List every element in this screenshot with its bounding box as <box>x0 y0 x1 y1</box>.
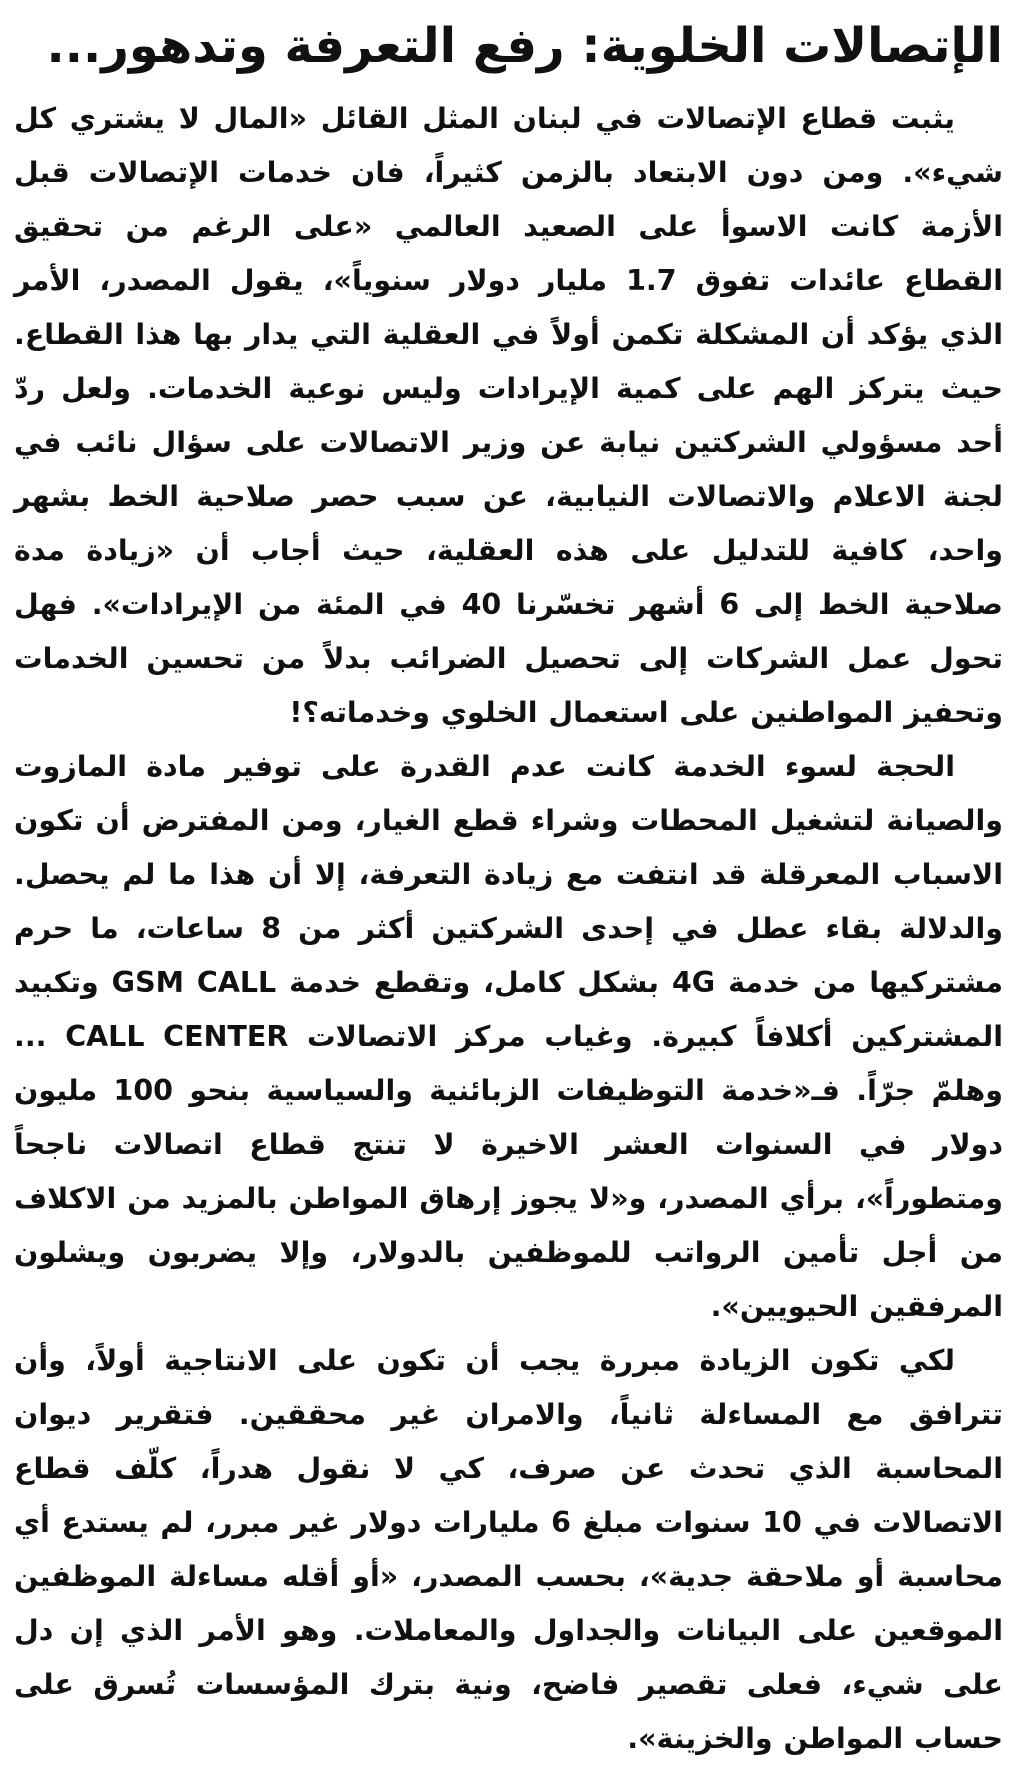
article-paragraph-2: الحجة لسوء الخدمة كانت عدم القدرة على توفير مادة المازوت والصيانة لتشغيل المحطات وشراء قطع الغيار، ومن المفترض أن تكون الاسباب المعرقلة قد انتفت مع زيادة التعرفة، إلا أن هذا ما لم يحصل. والدلالة بقاء عطل في إحدى الشركتين أكثر من 8 ساعات، ما حرم مشتركيها من خدمة 4G بشكل كامل، وتقطع خدمة GSM CALL وتكبيد المشتركين أكلافاً كبيرة. وغياب مركز الاتصالات CALL CENTER ... وهلمّ جرّاً. فـ«خدمة التوظيفات الزبائنية والسياسية بنحو 100 مليون دولار في السنوات العشر الاخيرة لا تنتج قطاع اتصالات ناجحاً ومتطوراً»، برأي المصدر، و«لا يجوز إرهاق المواطن بالمزيد من الاكلاف من أجل تأمين الرواتب للموظفين بالدولار، وإلا يضربون ويشلون المرفقين الحيويين». <box>14 750 1004 1323</box>
article-headline: الإتصالات الخلوية: رفع التعرفة وتدهور... <box>46 18 1003 74</box>
article-paragraph-1: يثبت قطاع الإتصالات في لبنان المثل القائل «المال لا يشتري كل شيء». ومن دون الابتعاد بالزمن كثيراً، فان خدمات الإتصالات قبل الأزمة كانت الاسوأ على الصعيد العالمي «على الرغم من تحقيق القطاع عائدات تفوق 1.7 مليار دولار سنوياً»، يقول المصدر، الأمر الذي يؤكد أن المشكلة تكمن أولاً في العقلية التي يدار بها هذا القطاع. حيث يتركز الهم على كمية الإيرادات وليس نوعية الخدمات. ولعل ردّ أحد مسؤولي الشركتين نيابة عن وزير الاتصالات على سؤال نائب في لجنة الاعلام والاتصالات النيابية، عن سبب حصر صلاحية الخط بشهر واحد، كافية للتدليل على هذه العقلية، حيث أجاب أن «زيادة مدة صلاحية الخط إلى 6 أشهر تخسّرنا 40 في المئة من الإيرادات». فهل تحول عمل الشركات إلى تحصيل الضرائب بدلاً من تحسين الخدمات وتحفيز المواطنين على استعمال الخلوي وخدماته؟! <box>14 102 1003 729</box>
article <box>14 0 1004 1755</box>
article-paragraph-3: لكي تكون الزيادة مبررة يجب أن تكون على الانتاجية أولاً، وأن تترافق مع المساءلة ثانياً، والامران غير محققين. فتقرير ديوان المحاسبة الذي تحدث عن صرف، كي لا نقول هدراً، كلّف قطاع الاتصالات في 10 سنوات مبلغ 6 مليارات دولار غير مبرر، لم يستدع أي محاسبة أو ملاحقة جدية»، بحسب المصدر، «أو أقله مساءلة الموظفين الموقعين على البيانات والجداول والمعاملات. وهو الأمر الذي إن دل على شيء، فعلى تقصير فاضح، ونية بترك المؤسسات تُسرق على حساب المواطن والخزينة». <box>14 1344 1003 1755</box>
